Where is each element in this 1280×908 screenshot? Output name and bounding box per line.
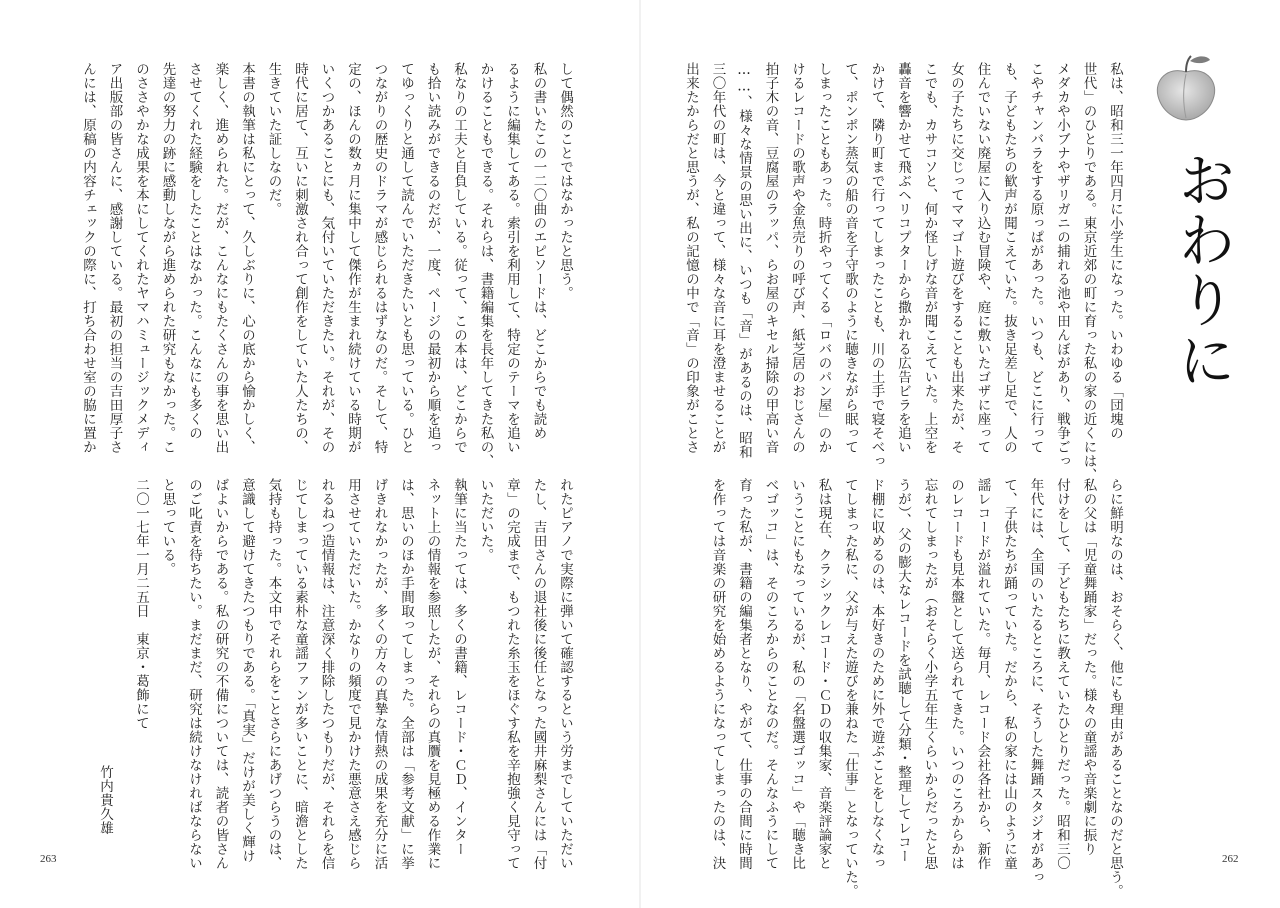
text-column: 私は現在、クラシックレコード・ＣＤの収集家、音楽評論家と	[815, 478, 832, 870]
text-column: 轟音を響かせて飛ぶヘリコプターから撒かれる広告ビラを追い	[895, 62, 911, 454]
text-column: 忘れてしまったが（おそらく小学五年生くらいからだったと思	[921, 478, 938, 870]
text-column: 拍子木の音、豆腐屋のラッパ、らお屋のキセル掃除の甲高い音	[762, 62, 779, 454]
text-column: 私の父は「児童舞踊家」だった。様々の童謡や音楽劇に振り	[1080, 478, 1097, 856]
text-column: らに鮮明なのは、おそらく、他にも理由があることなのだと思う。	[1107, 478, 1123, 898]
text-column: 二〇一七年一月二五日 東京・葛飾にて	[133, 478, 149, 730]
text-column: 時代に居て、互いに刺激され合って創作をしていた人たちの、	[292, 62, 308, 454]
text-column: こでも、カサコソと、何か怪しげな音が聞こえていた。上空を	[921, 62, 938, 454]
text-column: 育った私が、書籍の編集者となり、やがて、仕事の合間に時間	[736, 478, 752, 870]
page-title: おわりに	[1168, 150, 1236, 390]
text-column: て、ポンポン蒸気の船の音を子守歌のように聴きながら眠って	[842, 62, 858, 454]
text-column: て、子供たちが踊っていた。だから、私の家には山のように童	[1001, 478, 1017, 870]
text-column: ばよいからである。私の研究の不備については、読者の皆さん	[212, 478, 229, 870]
text-column: たし、吉田さんの退社後に後任となった國井麻梨さんには「付	[530, 478, 547, 870]
text-column: 三〇年代の町は、今と違って、様々な音に耳を澄ませることが	[709, 62, 726, 454]
text-column: 楽しく、進められた。だが、こんなにもたくさんの事を思い出	[212, 62, 229, 454]
text-column: 私なりの工夫と自負している。従って、この本は、どこからで	[451, 62, 467, 454]
text-column: 私は、昭和三一年四月に小学生になった。いわゆる「団塊の	[1107, 62, 1123, 440]
text-column: るように編集してある。索引を利用して、特定のテーマを追い	[504, 62, 520, 454]
text-column: と思っている。	[159, 478, 176, 576]
text-column: 謡レコードが溢れていた。毎月、レコード会社各社から、新作	[974, 478, 991, 870]
text-column: 付けをして、子どもたちに教えていたひとりだった。昭和三〇	[1054, 478, 1070, 870]
text-column: けるレコードの歌声や金魚売りの呼び声、紙芝居のおじさんの	[789, 62, 805, 454]
text-column: 本書の執筆は私にとって、久しぶりに、心の底から愉かしく、	[239, 62, 255, 454]
text-column: かけて、隣り町まで行ってしまったことも、川の土手で寝そべっ	[868, 62, 885, 468]
text-column: も、子どもたちの歓声が聞こえていた。抜き足差し足で、人の	[1001, 62, 1017, 454]
left-page-top-text	[75, 62, 579, 468]
text-column: 用させていただいた。かなりの頻度で見かけた悪意さえ感じら	[345, 478, 361, 870]
text-column: てゆっくりと通して読んでいただきたいとも思っている。ひと	[398, 62, 414, 454]
peach-icon	[1150, 52, 1222, 124]
text-column: かけることもできる。それらは、書籍編集を長年してきた私の、	[477, 62, 494, 468]
text-column: こやチャンバラをする原っぱがあった。いつも、どこに行って	[1027, 62, 1044, 454]
text-column: 女の子たちに交じってママゴト遊びをすることも出来たが、そ	[948, 62, 964, 454]
left-page-bottom-text	[128, 478, 579, 870]
page-number-right: 262	[1222, 853, 1239, 865]
text-column: 気持も持った。本文中でそれらをことさらにあげつらうのは、	[265, 478, 282, 870]
text-column: ア出版部の皆さんに、感謝している。最初の担当の吉田厚子さ	[106, 62, 123, 454]
text-column: 先達の努力の跡に感動しながら進められた研究もなかった。こ	[159, 62, 176, 454]
text-column: れるねつ造情報は、注意深く排除したつもりだが、それらを信	[318, 478, 335, 870]
text-column: れたピアノで実際に弾いて確認するという労までしていただい	[557, 478, 573, 870]
text-column: も拾い読みができるのだが、一度、ページの最初から順を追っ	[424, 62, 441, 454]
text-column: いただいた。	[477, 478, 494, 562]
text-column: 私の書いたこの一二〇曲のエピソードは、どこからでも読め	[530, 62, 547, 440]
text-column: 年代には、全国のいたるところに、そうした舞踊スタジオがあっ	[1027, 478, 1044, 884]
text-column: を作っては音楽の研究を始めるようになってしまったのは、決	[709, 478, 726, 870]
text-column: 執筆に当たっては、多くの書籍、レコード・ＣＤ、インター	[451, 478, 467, 856]
text-column: 出来たからだと思うが、私の記憶の中で「音」の印象がことさ	[683, 62, 699, 454]
author-signature: 竹内貴久雄	[97, 765, 113, 835]
text-column: てしまった私に、父が与えた遊びを兼ねた「仕事」となっていた。	[842, 478, 858, 898]
text-column: 生きていた証しなのだ。	[265, 62, 282, 216]
text-column: いうことにもなっているが、私の「名盤選ゴッコ」や「聴き比	[789, 478, 805, 870]
text-column: ……、様々な情景の思い出に、いつも「音」があるのは、昭和	[736, 62, 752, 459]
text-column: のささやかな成果を本にしてくれたヤマハミュージックメディ	[133, 62, 149, 454]
page-gutter	[639, 0, 641, 908]
text-column: させてくれた経験をしたことはなかった。こんなにも多くの	[186, 62, 202, 440]
text-column: ネット上の情報を参照したが、それらの真贋を見極める作業に	[424, 478, 441, 870]
text-column: のレコードも見本盤として送られてきた。いつのころからかは	[948, 478, 964, 870]
text-column: のご叱責を待ちたい。まだまだ、研究は続けなければならない	[186, 478, 202, 870]
text-column: 住んでいない廃屋に入り込む冒険や、庭に敷いたゴザに座って	[974, 62, 991, 454]
text-column: うが）、父の膨大なレコードを試聴して分類・整理してレコー	[895, 478, 911, 864]
text-column: げきれなかったが、多くの方々の真摯な情熱の成果を充分に活	[371, 478, 388, 870]
text-column: 意識して避けてきたつもりである。「真実」だけが美しく輝け	[239, 478, 255, 864]
text-column: んには、原稿の内容チェックの際に、打ち合わせ室の脇に置か	[80, 62, 96, 454]
text-column: いくつかあることにも、気付いていただきたい。それが、その	[318, 62, 335, 454]
text-column: しまったこともあった。時折やってくる「ロバのパン屋」のか	[815, 62, 832, 454]
text-column: 世代」のひとりである。東京近郊の町に育った私の家の近くには、	[1080, 62, 1097, 482]
right-page-bottom-text	[704, 478, 1128, 898]
text-column: ド棚に収めるのは、本好きのために外で遊ぶことをしなくなっ	[868, 478, 885, 870]
text-column: 定の、ほんの数ヵ月に集中して傑作が生まれ続けている時期が	[345, 62, 361, 454]
right-page-top-text	[678, 62, 1129, 482]
text-column: つながりの歴史のドラマが感じられるはずなのだ。そして、特	[371, 62, 388, 454]
text-column: 章」の完成まで、もつれた糸玉をほぐす私を辛抱強く見守って	[504, 478, 520, 870]
text-column: して偶然のことではなかったと思う。	[557, 62, 573, 300]
text-column: べゴッコ」は、そのころからのことなのだ。そんなふうにして	[762, 478, 779, 870]
text-column: メダカや小ブナやザリガニの捕れる池や田んぼがあり、戦争ごっ	[1054, 62, 1070, 468]
text-column: じてしまっている素朴な童謡ファンが多いことに、暗澹とした	[292, 478, 308, 870]
text-column: は、思いのほか手間取ってしまった。全部は「参考文献」に挙	[398, 478, 414, 870]
page-number-left: 263	[40, 853, 57, 865]
